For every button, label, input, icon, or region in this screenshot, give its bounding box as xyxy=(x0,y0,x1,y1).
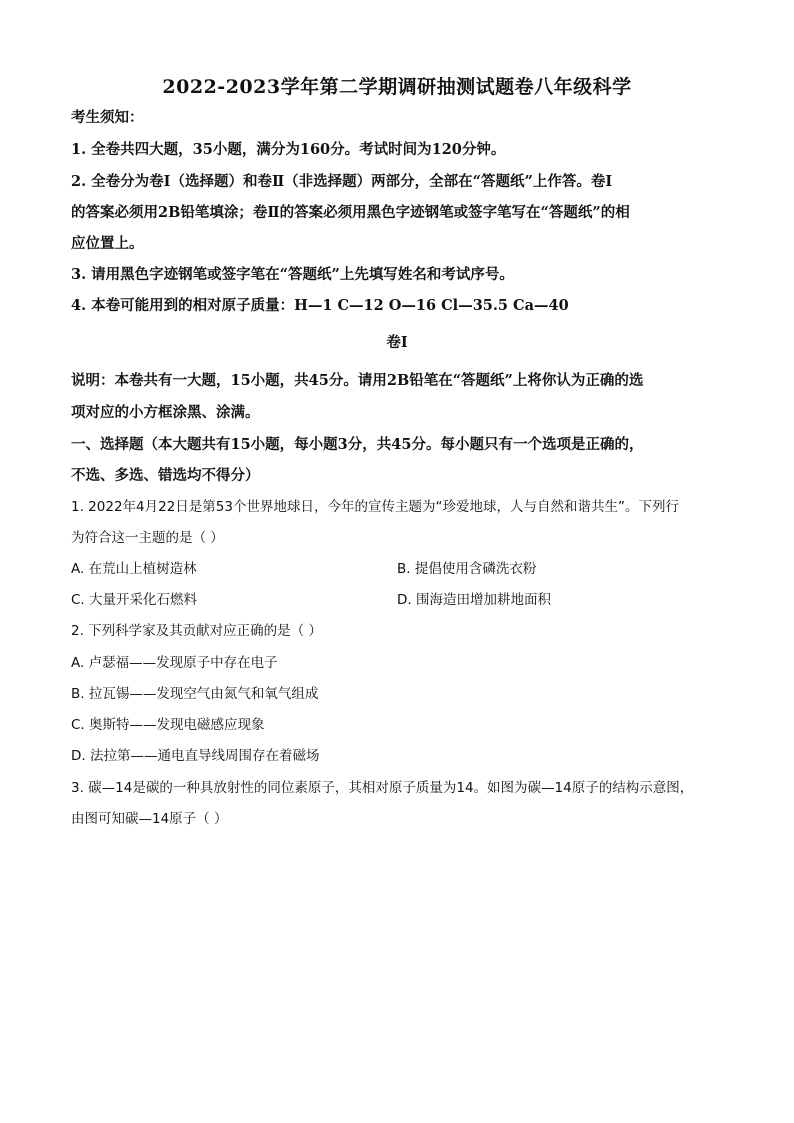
q1-stem-1: 1. 2022年4月22日是第53个世界地球日，今年的宣传主题为“珍爱地球，人与自然和谐共生”。下列行 xyxy=(71,499,679,515)
q2-option-d: D. 法拉第——通电直导线周围存在着磁场 xyxy=(71,748,320,764)
q1-option-a: A. 在荒山上植树造林 xyxy=(71,561,197,577)
part-heading-1: 一、选择题（本大题共有15小题，每小题3分，共45分。每小题只有一个选项是正确的， xyxy=(71,436,644,453)
q2-stem: 2. 下列科学家及其贡献对应正确的是（ ） xyxy=(71,623,322,639)
q1-option-d: D. 围海造田增加耕地面积 xyxy=(397,592,551,608)
part-heading-2: 不选、多选、错选均不得分） xyxy=(71,467,260,484)
section-desc-2: 项对应的小方框涂黑、涂满。 xyxy=(71,404,260,421)
q3-stem-2: 由图可知碳—14原子（ ） xyxy=(71,811,228,827)
notice-item-1: 1. 全卷共四大题，35小题，满分为160分。考试时间为120分钟。 xyxy=(71,141,506,158)
notice-item-3: 3. 请用黑色字迹钢笔或签字笔在“答题纸”上先填写姓名和考试序号。 xyxy=(71,266,514,283)
notice-item-4: 4. 本卷可能用到的相对原子质量：H—1 C—12 O—16 Cl—35.5 Ca—40 xyxy=(71,297,569,314)
section-label: 卷Ⅰ xyxy=(386,334,408,351)
section-desc-1: 说明：本卷共有一大题，15小题，共45分。请用2B铅笔在“答题纸”上将你认为正确的选 xyxy=(71,372,644,389)
notice-heading: 考生须知： xyxy=(71,109,144,126)
q3-stem-1: 3. 碳—14是碳的一种具放射性的同位素原子，其相对原子质量为14。如图为碳—14原子的结构示意图， xyxy=(71,780,694,796)
q2-option-c: C. 奥斯特——发现电磁感应现象 xyxy=(71,717,265,733)
notice-item-2-end: 应位置上。 xyxy=(71,235,144,252)
q2-option-b: B. 拉瓦锡——发现空气由氮气和氧气组成 xyxy=(71,686,319,702)
exam-title: 2022-2023学年第二学期调研抽测试题卷八年级科学 xyxy=(162,76,632,98)
notice-item-2-cont: 的答案必须用2B铅笔填涂；卷Ⅱ的答案必须用黑色字迹钢笔或签字笔写在“答题纸”的相 xyxy=(71,204,630,221)
q1-option-b: B. 提倡使用含磷洗衣粉 xyxy=(397,561,537,577)
notice-item-2: 2. 全卷分为卷Ⅰ（选择题）和卷Ⅱ（非选择题）两部分，全部在“答题纸”上作答。卷Ⅰ xyxy=(71,173,613,190)
q1-option-c: C. 大量开采化石燃料 xyxy=(71,592,198,608)
q1-stem-2: 为符合这一主题的是（ ） xyxy=(71,530,224,546)
q2-option-a: A. 卢瑟福——发现原子中存在电子 xyxy=(71,655,278,671)
